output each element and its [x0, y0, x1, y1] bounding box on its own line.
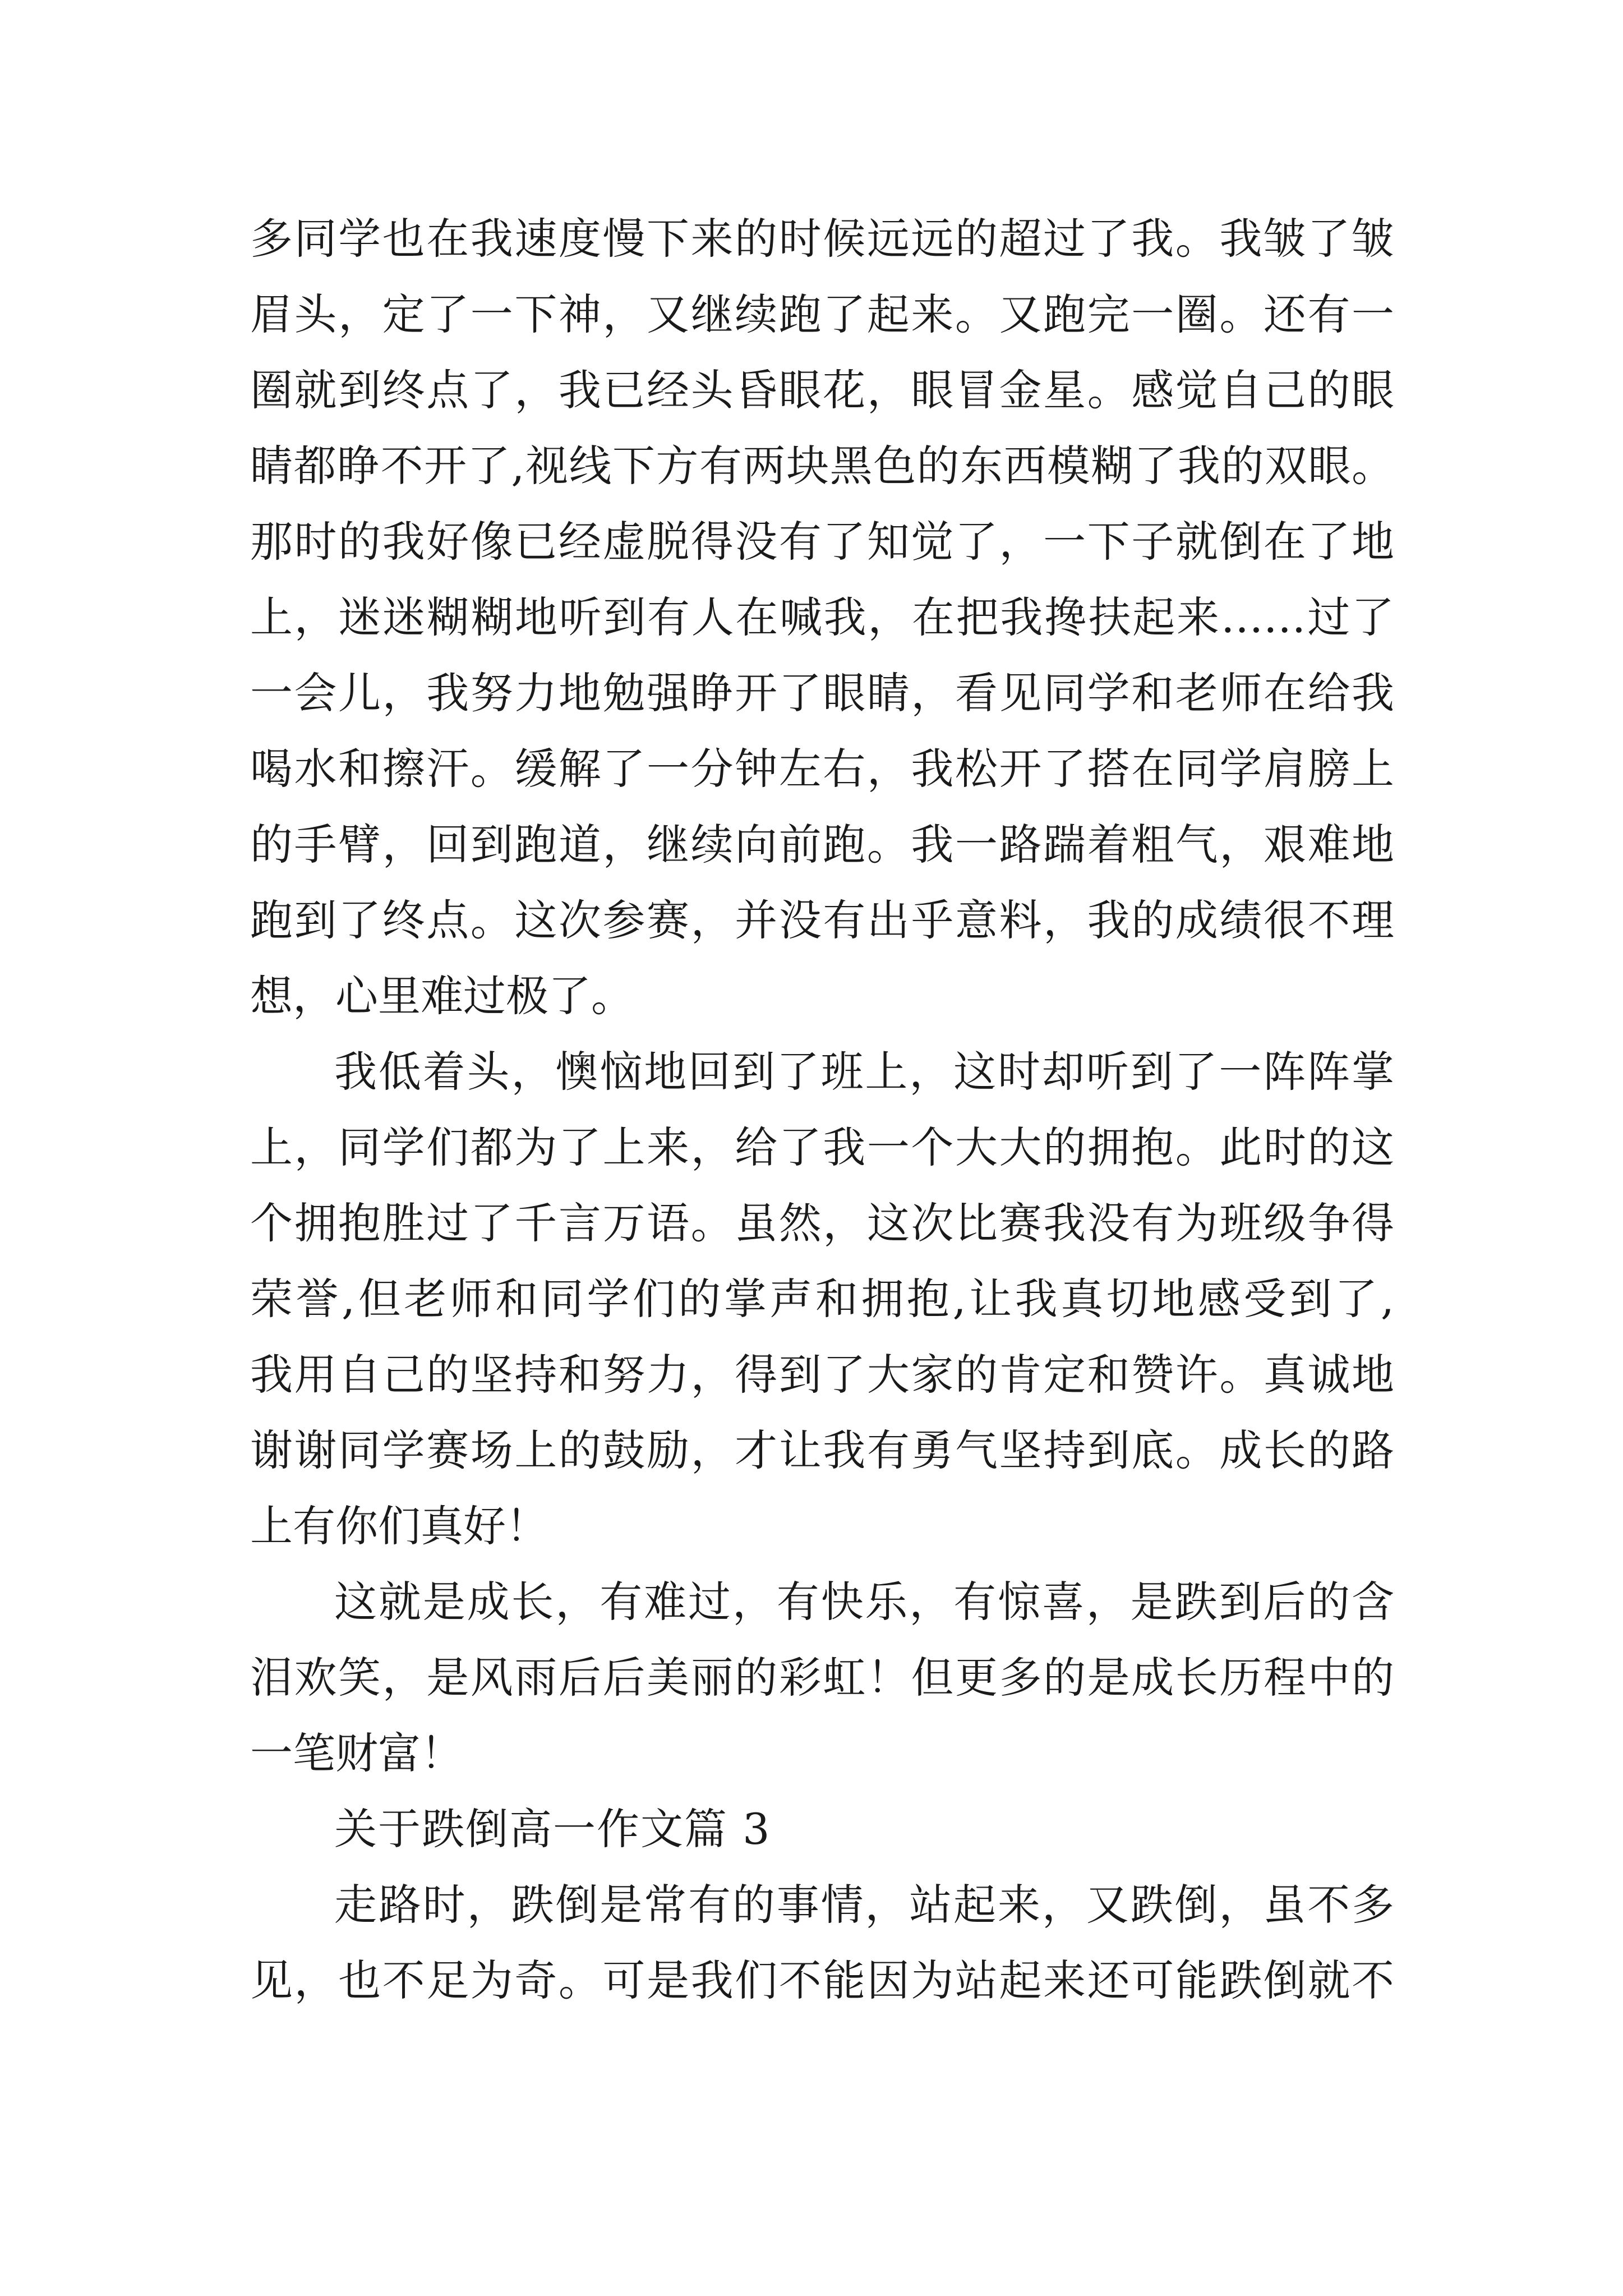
text-line: 荣誉,但老师和同学们的掌声和拥抱,让我真切地感受到了,: [250, 1274, 1394, 1324]
text-line: 上，同学们都为了上来，给了我一个大大的拥抱。此时的这: [250, 1122, 1394, 1172]
text-line: 上，迷迷糊糊地听到有人在喊我，在把我搀扶起来……过了: [250, 592, 1394, 642]
text-line: 喝水和擦汗。缓解了一分钟左右，我松开了搭在同学肩膀上: [250, 744, 1394, 794]
text-line: 多同学也在我速度慢下来的时候远远的超过了我。我皱了皱: [250, 214, 1394, 264]
text-line: 眉头，定了一下神，又继续跑了起来。又跑完一圈。还有一: [250, 289, 1394, 339]
text-line: 上有你们真好！: [250, 1501, 548, 1551]
paragraph-first-line: 走路时，跌倒是常有的事情，站起来，又跌倒，虽不多: [334, 1880, 1394, 1930]
text-line: 的手臂，回到跑道，继续向前跑。我一路踹着粗气，艰难地: [250, 820, 1394, 869]
text-line: 一会儿，我努力地勉强睁开了眼睛，看见同学和老师在给我: [250, 668, 1394, 718]
text-line: 个拥抱胜过了千言万语。虽然，这次比赛我没有为班级争得: [250, 1198, 1394, 1248]
text-line: 那时的我好像已经虚脱得没有了知觉了，一下子就倒在了地: [250, 517, 1394, 567]
text-line: 我用自己的坚持和努力，得到了大家的肯定和赞许。真诚地: [250, 1350, 1394, 1400]
paragraph-first-line: 我低着头，懊恼地回到了班上，这时却听到了一阵阵掌: [334, 1047, 1394, 1097]
section-heading: 关于跌倒高一作文篇 3: [334, 1804, 771, 1854]
text-line: 见，也不足为奇。可是我们不能因为站起来还可能跌倒就不: [250, 1955, 1394, 2005]
text-line: 谢谢同学赛场上的鼓励，才让我有勇气坚持到底。成长的路: [250, 1425, 1394, 1475]
text-line: 想，心里难过极了。: [250, 971, 634, 1021]
text-line: 跑到了终点。这次参赛，并没有出乎意料，我的成绩很不理: [250, 895, 1394, 945]
text-line: 圈就到终点了，我已经头昏眼花，眼冒金星。感觉自己的眼: [250, 365, 1394, 415]
paragraph-first-line: 这就是成长，有难过，有快乐，有惊喜，是跌到后的含: [334, 1577, 1394, 1627]
text-line: 泪欢笑，是风雨后后美丽的彩虹！但更多的是成长历程中的: [250, 1653, 1394, 1703]
text-line: 睛都睁不开了,视线下方有两块黑色的东西模糊了我的双眼。: [250, 441, 1394, 491]
text-line: 一笔财富！: [250, 1728, 463, 1778]
